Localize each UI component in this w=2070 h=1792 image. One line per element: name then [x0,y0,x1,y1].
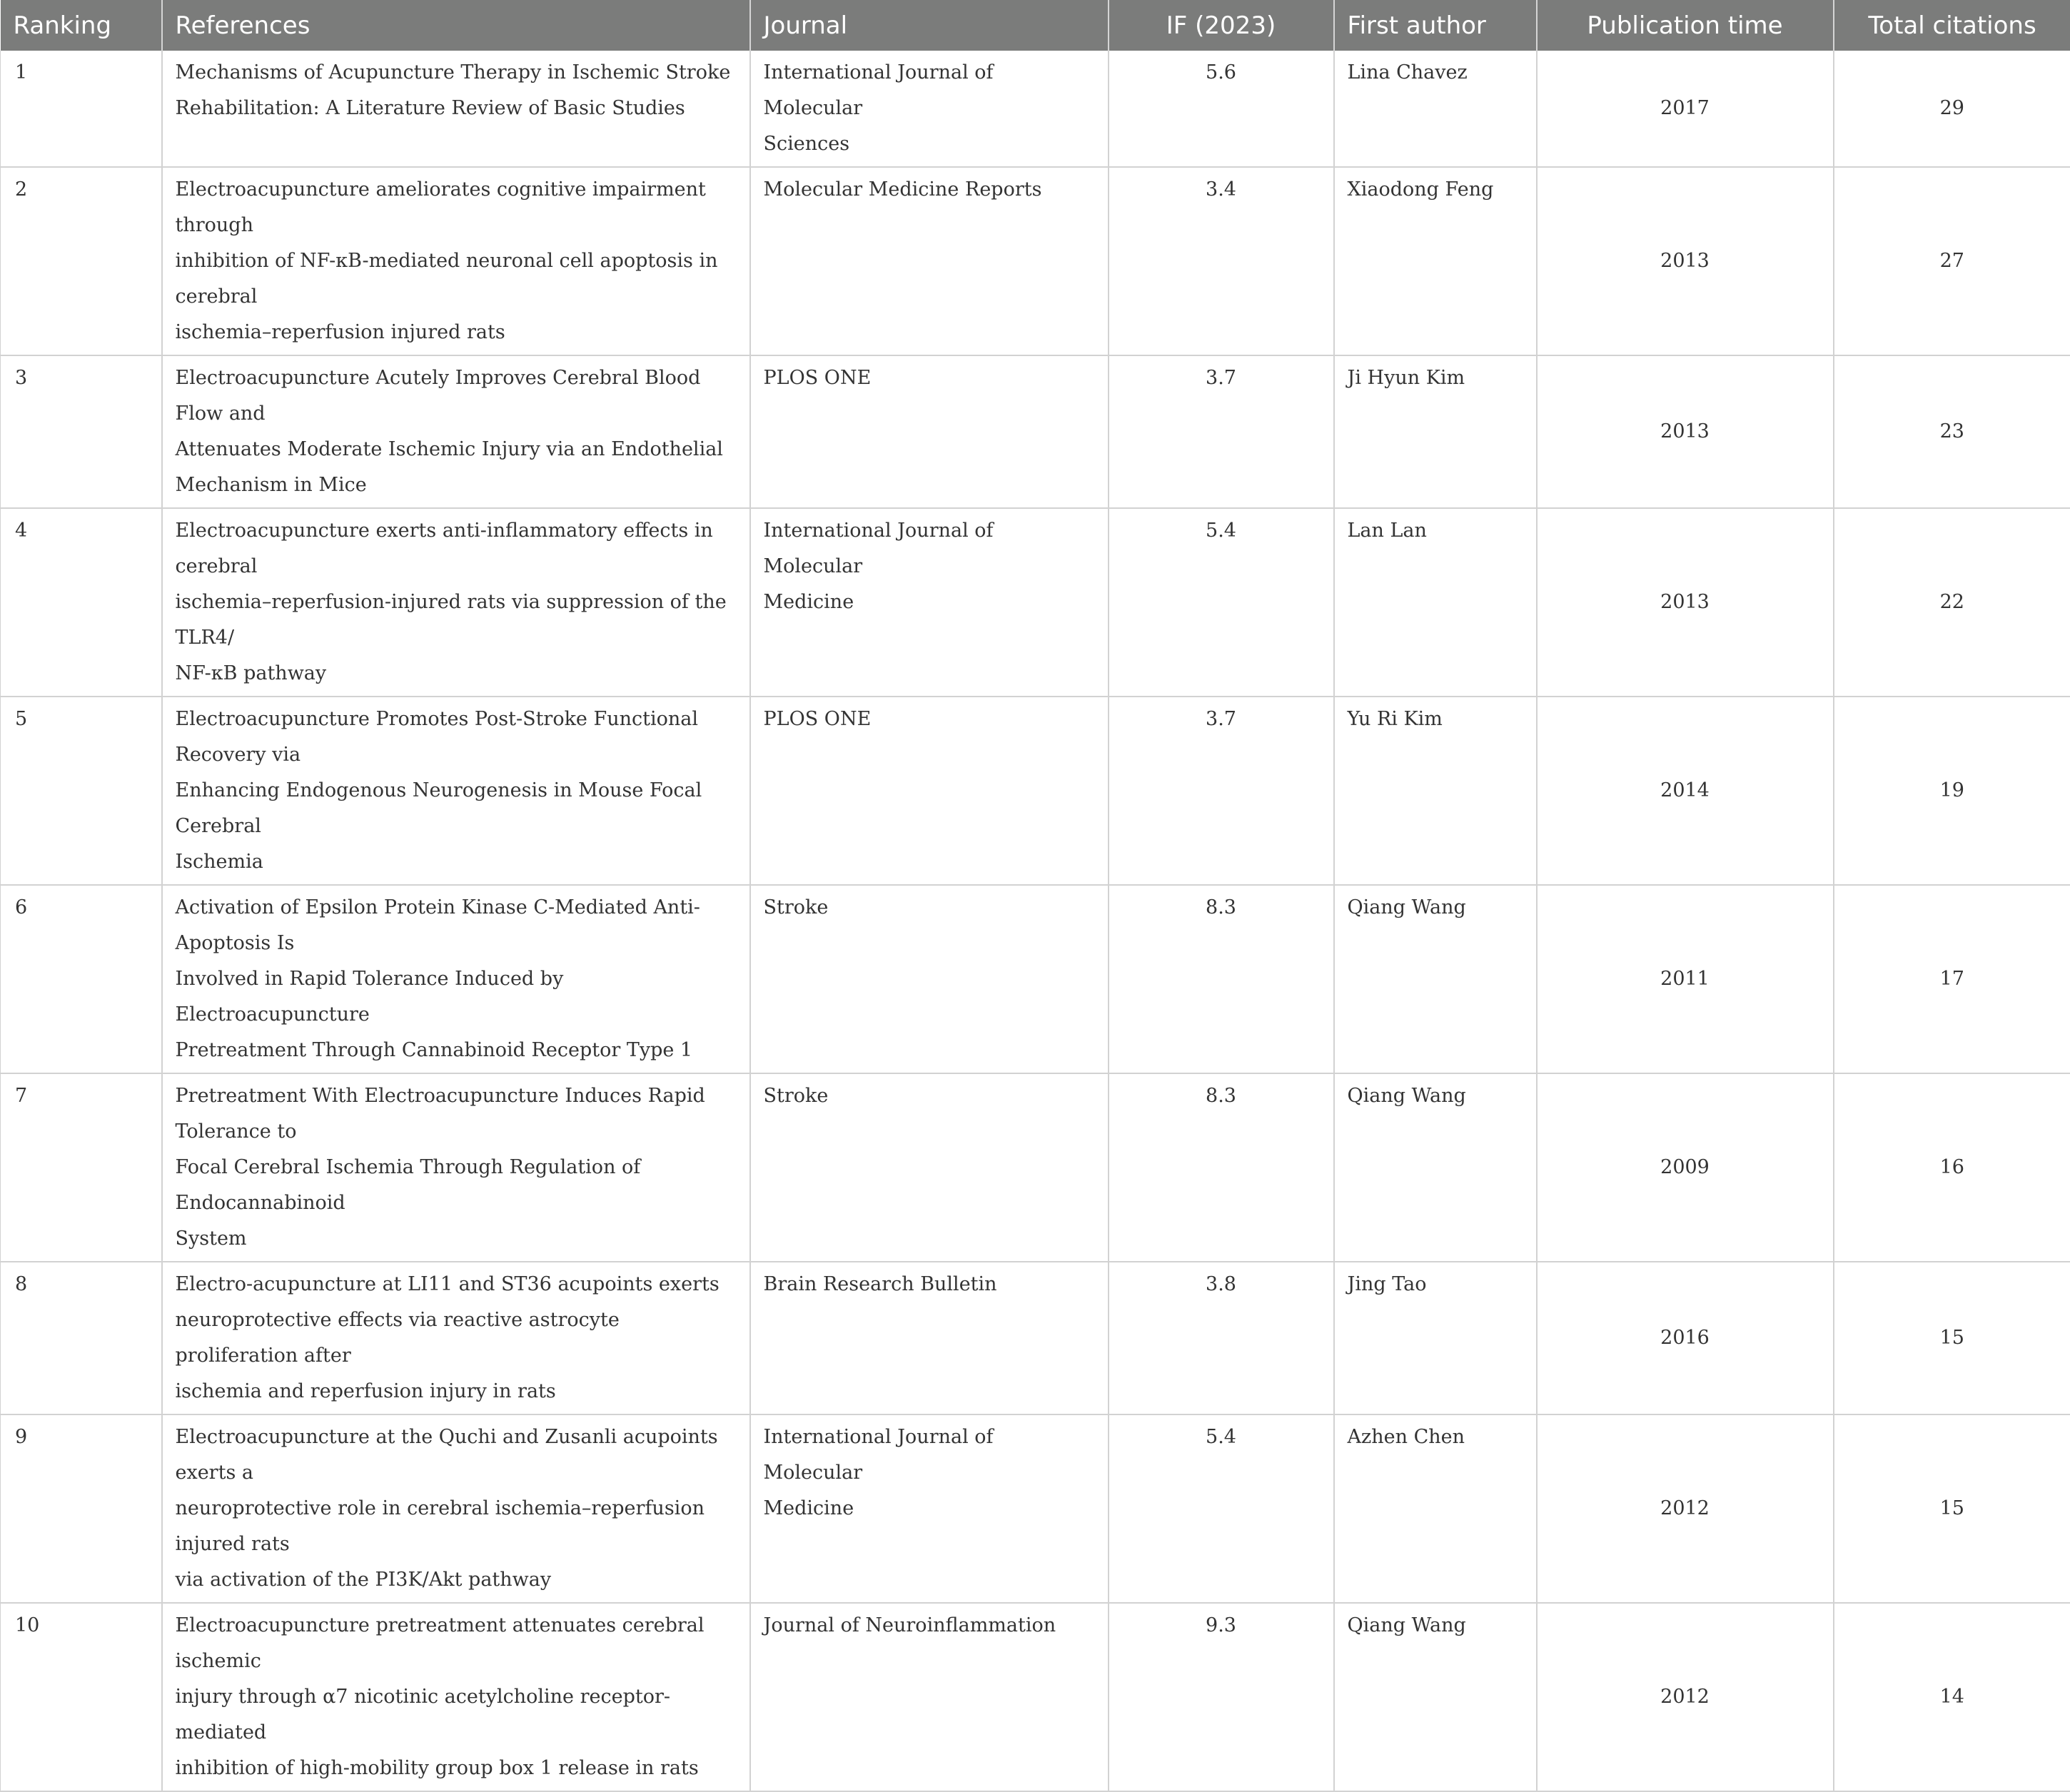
reference-line: Mechanisms of Acupuncture Therapy in Ischemic Stroke [176,55,737,91]
reference-line: via activation of the PI3K/Akt pathway [176,1562,737,1598]
reference-line: inhibition of high-mobility group box 1 release in rats [176,1751,737,1786]
reference-line: NF-κB pathway [176,656,737,692]
journal-line: Sciences [764,126,1095,162]
impact-factor-cell: 8.3 [1109,885,1334,1073]
reference-line: Pretreatment Through Cannabinoid Receptor Type 1 [176,1033,737,1068]
reference-line: System [176,1221,737,1257]
journal-line: Molecular Medicine Reports [764,172,1095,208]
ranking-cell: 2 [1,167,162,355]
journal-line: Medicine [764,584,1095,620]
journal-cell [750,508,1109,697]
publication-year-cell: 2011 [1537,885,1834,1073]
reference-line: Focal Cerebral Ischemia Through Regulation of Endocannabinoid [176,1150,737,1221]
reference-cell [162,1073,750,1262]
table-row [1,885,2070,1073]
journal-line: PLOS ONE [764,702,1095,737]
journal-cell [750,167,1109,355]
journal-line: PLOS ONE [764,360,1095,396]
reference-line: Attenuates Moderate Ischemic Injury via an Endothelial [176,432,737,467]
first-author-cell: Xiaodong Feng [1334,167,1537,355]
reference-line: Electroacupuncture pretreatment attenuates cerebral ischemic [176,1608,737,1679]
reference-line: Enhancing Endogenous Neurogenesis in Mouse Focal Cerebral [176,773,737,844]
reference-line: Electro-acupuncture at LI11 and ST36 acupoints exerts [176,1267,737,1302]
journal-cell [750,1603,1109,1791]
impact-factor-cell: 8.3 [1109,1073,1334,1262]
ranking-cell: 7 [1,1073,162,1262]
publication-year-cell: 2012 [1537,1603,1834,1791]
header-publication-time: Publication time [1537,0,1834,51]
reference-line: Electroacupuncture at the Quchi and Zusanli acupoints exerts a [176,1419,737,1491]
impact-factor-cell: 3.4 [1109,167,1334,355]
table-row [1,508,2070,697]
total-citations-cell: 15 [1834,1414,2070,1603]
reference-cell [162,51,750,167]
ranking-cell: 8 [1,1262,162,1414]
ranking-cell: 6 [1,885,162,1073]
total-citations-cell: 29 [1834,51,2070,167]
table-row [1,51,2070,167]
first-author-cell: Yu Ri Kim [1334,697,1537,885]
journal-cell [750,697,1109,885]
ranking-cell: 10 [1,1603,162,1791]
reference-line: inhibition of NF-κB-mediated neuronal cell apoptosis in cerebral [176,243,737,315]
journal-line: Brain Research Bulletin [764,1267,1095,1302]
header-journal: Journal [750,0,1109,51]
publication-year-cell: 2014 [1537,697,1834,885]
reference-cell [162,508,750,697]
publication-year-cell: 2013 [1537,508,1834,697]
header-row [1,0,2070,51]
impact-factor-cell: 3.7 [1109,697,1334,885]
journal-line: International Journal of Molecular [764,55,1095,126]
journal-cell [750,1262,1109,1414]
reference-cell [162,1262,750,1414]
reference-line: neuroprotective effects via reactive astrocyte proliferation after [176,1302,737,1374]
ranking-cell: 5 [1,697,162,885]
publication-year-cell: 2013 [1537,355,1834,508]
table-body [1,51,2070,1791]
impact-factor-cell: 5.6 [1109,51,1334,167]
reference-line: Pretreatment With Electroacupuncture Induces Rapid Tolerance to [176,1078,737,1150]
header-impact-factor: IF (2023) [1109,0,1334,51]
reference-line: injury through α7 nicotinic acetylcholine receptor-mediated [176,1679,737,1751]
reference-line: Electroacupuncture exerts anti-inflammatory effects in cerebral [176,513,737,584]
reference-line: neuroprotective role in cerebral ischemia–reperfusion injured rats [176,1491,737,1562]
total-citations-cell: 22 [1834,508,2070,697]
first-author-cell: Qiang Wang [1334,1073,1537,1262]
first-author-cell: Azhen Chen [1334,1414,1537,1603]
reference-line: ischemia and reperfusion injury in rats [176,1374,737,1409]
first-author-cell: Jing Tao [1334,1262,1537,1414]
reference-line: ischemia–reperfusion-injured rats via suppression of the TLR4/ [176,584,737,656]
journal-cell [750,355,1109,508]
total-citations-cell: 27 [1834,167,2070,355]
table-row [1,355,2070,508]
total-citations-cell: 15 [1834,1262,2070,1414]
journal-line: Stroke [764,890,1095,926]
journal-line: International Journal of Molecular [764,513,1095,584]
journal-line: Stroke [764,1078,1095,1114]
reference-line: Mechanism in Mice [176,467,737,503]
first-author-cell: Ji Hyun Kim [1334,355,1537,508]
reference-line: Rehabilitation: A Literature Review of Basic Studies [176,91,737,126]
journal-cell [750,51,1109,167]
journal-line: Journal of Neuroinflammation [764,1608,1095,1644]
reference-cell [162,885,750,1073]
header-first-author: First author [1334,0,1537,51]
ranking-cell: 9 [1,1414,162,1603]
publication-year-cell: 2009 [1537,1073,1834,1262]
total-citations-cell: 17 [1834,885,2070,1073]
impact-factor-cell: 3.8 [1109,1262,1334,1414]
reference-line: ischemia–reperfusion injured rats [176,315,737,350]
header-references: References [162,0,750,51]
ranking-cell: 1 [1,51,162,167]
table-row [1,1603,2070,1791]
reference-line: Activation of Epsilon Protein Kinase C-Mediated Anti-Apoptosis Is [176,890,737,961]
reference-cell [162,1414,750,1603]
total-citations-cell: 16 [1834,1073,2070,1262]
first-author-cell: Lina Chavez [1334,51,1537,167]
header-total-citations: Total citations [1834,0,2070,51]
table-row [1,1262,2070,1414]
table-row [1,1073,2070,1262]
publication-year-cell: 2016 [1537,1262,1834,1414]
ranking-cell: 4 [1,508,162,697]
header-ranking: Ranking [1,0,162,51]
reference-cell [162,1603,750,1791]
reference-line: Involved in Rapid Tolerance Induced by Electroacupuncture [176,961,737,1033]
reference-line: Ischemia [176,844,737,880]
impact-factor-cell: 3.7 [1109,355,1334,508]
total-citations-cell: 14 [1834,1603,2070,1791]
reference-cell [162,697,750,885]
ranking-cell: 3 [1,355,162,508]
journal-cell [750,1073,1109,1262]
reference-cell [162,355,750,508]
reference-line: Electroacupuncture Acutely Improves Cerebral Blood Flow and [176,360,737,432]
reference-line: Electroacupuncture ameliorates cognitive impairment through [176,172,737,243]
first-author-cell: Qiang Wang [1334,1603,1537,1791]
table-row [1,167,2070,355]
impact-factor-cell: 5.4 [1109,1414,1334,1603]
total-citations-cell: 23 [1834,355,2070,508]
first-author-cell: Qiang Wang [1334,885,1537,1073]
table-row [1,1414,2070,1603]
table-row [1,697,2070,885]
impact-factor-cell: 5.4 [1109,508,1334,697]
journal-line: International Journal of Molecular [764,1419,1095,1491]
journal-cell [750,885,1109,1073]
journal-cell [750,1414,1109,1603]
publication-year-cell: 2013 [1537,167,1834,355]
first-author-cell: Lan Lan [1334,508,1537,697]
publication-year-cell: 2012 [1537,1414,1834,1603]
total-citations-cell: 19 [1834,697,2070,885]
impact-factor-cell: 9.3 [1109,1603,1334,1791]
reference-cell [162,167,750,355]
reference-line: Electroacupuncture Promotes Post-Stroke Functional Recovery via [176,702,737,773]
journal-line: Medicine [764,1491,1095,1527]
publication-year-cell: 2017 [1537,51,1834,167]
